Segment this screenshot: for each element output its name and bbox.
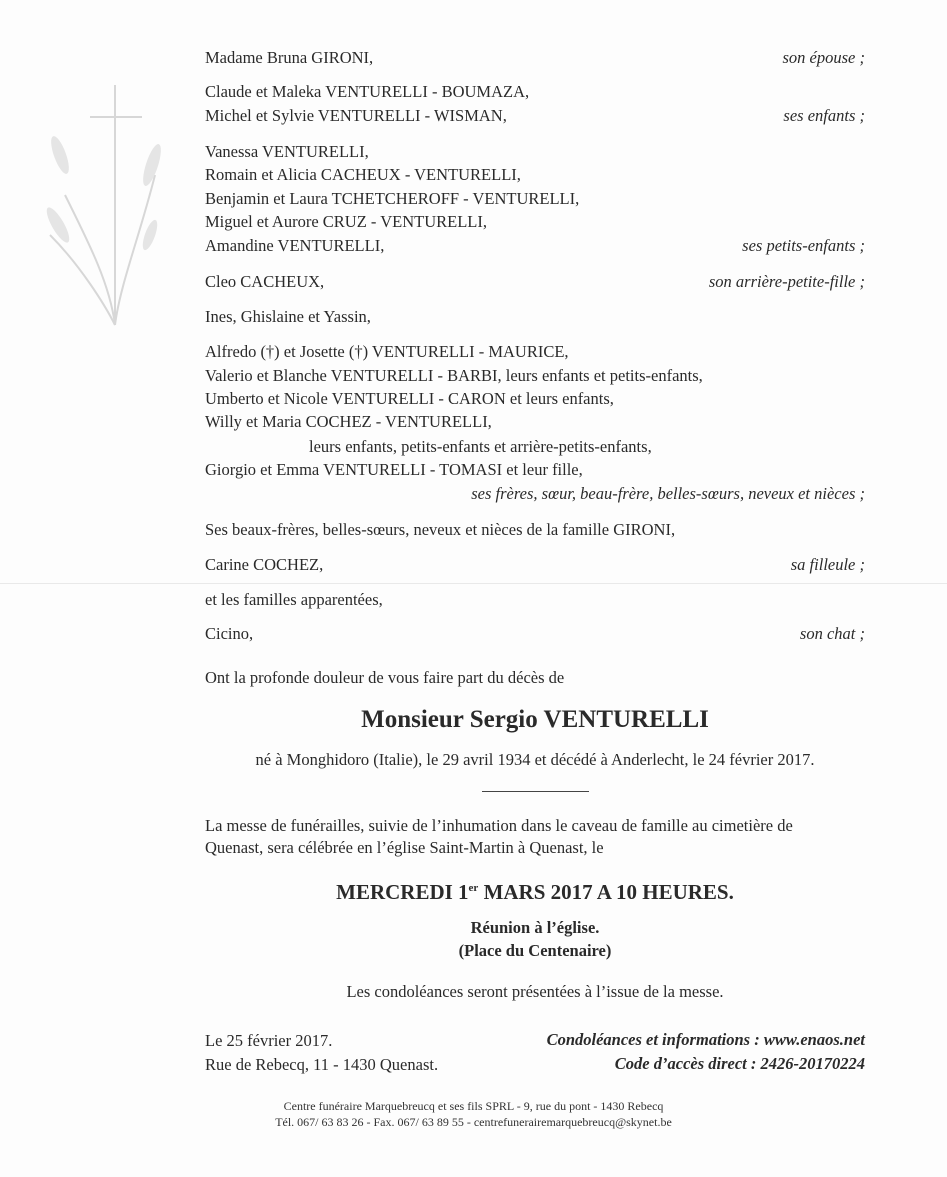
family-row	[205, 388, 865, 410]
family-member: Umberto et Nicole VENTURELLI - CARON et leurs enfants,	[205, 389, 614, 408]
family-row	[205, 235, 865, 257]
fold-line	[0, 583, 947, 584]
family-address: Rue de Rebecq, 11 - 1430 Quenast.	[205, 1055, 439, 1074]
family-member: Madame Bruna GIRONI,	[205, 48, 374, 67]
family-row	[205, 306, 865, 328]
meeting-place-2: (Place du Centenaire)	[458, 941, 612, 960]
family-member: Romain et Alicia CACHEUX - VENTURELLI,	[205, 165, 521, 184]
place-date: Le 25 février 2017.	[205, 1031, 333, 1050]
family-row	[205, 211, 865, 233]
relationship-label: son chat ;	[799, 624, 865, 643]
family-row	[205, 623, 865, 645]
family-member: Ses beaux-frères, belles-sœurs, neveux et nièces de la famille GIRONI,	[205, 520, 676, 539]
family-row	[205, 436, 865, 458]
meeting-place-1: Réunion à l’église.	[470, 918, 600, 937]
family-member: Alfredo (†) et Josette (†) VENTURELLI - MAURICE,	[205, 342, 569, 361]
family-member: Vanessa VENTURELLI,	[205, 142, 369, 161]
family-member: leurs enfants, petits-enfants et arrière-petits-enfants,	[309, 437, 652, 456]
relationship-label: ses petits-enfants ;	[742, 236, 865, 255]
family-row	[205, 47, 865, 69]
funeral-text-2: Quenast, sera célébrée en l’église Saint-Martin à Quenast, le	[205, 838, 604, 857]
announcement: Ont la profonde douleur de vous faire part du décès de	[205, 668, 565, 687]
funeral-date-part1: MERCREDI 1	[336, 880, 469, 904]
deceased-name: Monsieur Sergio VENTURELLI	[361, 706, 709, 733]
family-member: et les familles apparentées,	[205, 590, 383, 609]
family-row	[205, 365, 865, 387]
funeral-date-sup: er	[468, 882, 479, 894]
family-member: Benjamin et Laura TCHETCHEROFF - VENTURELLI,	[205, 189, 580, 208]
family-row	[205, 188, 865, 210]
relationship-label: ses frères, sœur, beau-frère, belles-sœurs, neveux et nièces ;	[471, 484, 865, 503]
online-info: Condoléances et informations : www.enaos.net	[546, 1030, 865, 1049]
relationship-label: son arrière-petite-fille ;	[708, 272, 865, 291]
access-code: Code d’accès direct : 2426-20170224	[614, 1054, 865, 1073]
family-member: Willy et Maria COCHEZ - VENTURELLI,	[205, 412, 492, 431]
relationship-label: ses enfants ;	[783, 106, 865, 125]
family-member: Michel et Sylvie VENTURELLI - WISMAN,	[205, 106, 507, 125]
condolences-note: Les condoléances seront présentées à l’issue de la messe.	[346, 982, 724, 1001]
relationship-label: son épouse ;	[782, 48, 865, 67]
family-member: Carine COCHEZ,	[205, 555, 324, 574]
family-member: Giorgio et Emma VENTURELLI - TOMASI et leur fille,	[205, 460, 583, 479]
family-row	[205, 105, 865, 127]
family-row	[205, 459, 865, 481]
family-member: Ines, Ghislaine et Yassin,	[205, 307, 371, 326]
family-member: Cicino,	[205, 624, 254, 643]
separator-rule	[482, 791, 589, 792]
funeral-home-line-2: Tél. 067/ 63 83 26 - Fax. 067/ 63 89 55 - centrefunerairemarquebreucq@skynet.be	[275, 1115, 672, 1129]
family-member: Claude et Maleka VENTURELLI - BOUMAZA,	[205, 82, 530, 101]
birth-death-dates: né à Monghidoro (Italie), le 29 avril 1934 et décédé à Anderlecht, le 24 février 2017.	[255, 750, 815, 769]
family-member: Miguel et Aurore CRUZ - VENTURELLI,	[205, 212, 487, 231]
family-row	[205, 341, 865, 363]
family-member: Amandine VENTURELLI,	[205, 236, 385, 255]
family-row	[205, 81, 865, 103]
funeral-date	[205, 880, 865, 905]
family-row	[205, 519, 865, 541]
funeral-text-1: La messe de funérailles, suivie de l’inhumation dans le caveau de famille au cimetière de	[205, 816, 793, 835]
family-row	[205, 589, 865, 611]
family-row	[205, 411, 865, 433]
relationship-label: sa filleule ;	[790, 555, 865, 574]
family-row	[205, 141, 865, 163]
family-row	[205, 554, 865, 576]
family-member: Valerio et Blanche VENTURELLI - BARBI, leurs enfants et petits-enfants,	[205, 366, 703, 385]
family-row	[205, 271, 865, 293]
funeral-home-line-1: Centre funéraire Marquebreucq et ses fils SPRL - 9, rue du pont - 1430 Rebecq	[283, 1099, 664, 1113]
family-row	[205, 164, 865, 186]
cross-and-wheat-icon	[30, 85, 170, 385]
funeral-date-part2: MARS 2017 A 10 HEURES.	[478, 880, 734, 904]
family-member: Cleo CACHEUX,	[205, 272, 325, 291]
